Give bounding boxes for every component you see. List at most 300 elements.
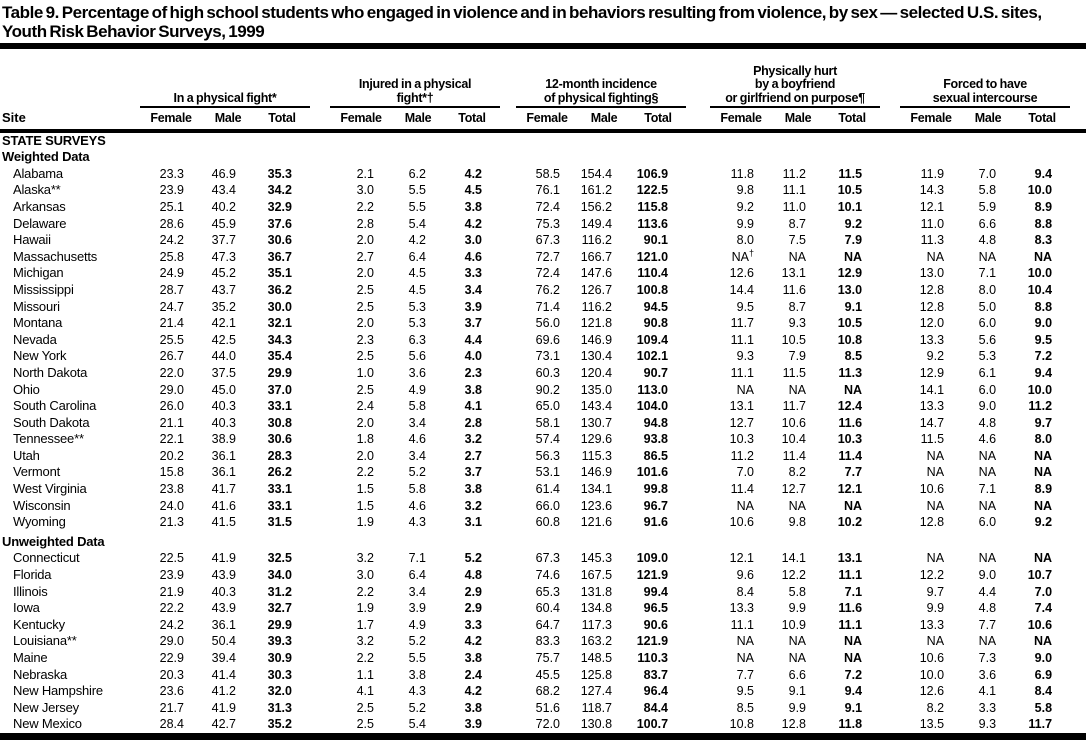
table-row	[0, 617, 1086, 634]
value-cell: 10.0	[1027, 266, 1053, 281]
value-cell: 96.7	[643, 498, 669, 513]
value-cell: 28.3	[267, 448, 292, 463]
site-cell: North Dakota	[13, 364, 88, 380]
table-row	[0, 650, 1086, 667]
value-cell: 57.4	[535, 432, 561, 447]
value-cell: 90.1	[643, 233, 669, 248]
column-gap-spacer	[1070, 584, 1086, 601]
column-gap-spacer	[310, 633, 330, 650]
value-cell: 110.3	[637, 651, 669, 665]
value-cell: 45.9	[211, 216, 236, 231]
value-cell: 5.8	[788, 584, 807, 599]
value-cell: 2.2	[356, 584, 374, 599]
value-cell: NA	[1033, 448, 1053, 463]
value-cell: 3.8	[464, 199, 483, 214]
column-gap-spacer	[500, 182, 516, 199]
column-gap-spacer	[686, 348, 710, 365]
value-cell: NA	[788, 382, 807, 397]
value-cell: 7.5	[788, 233, 807, 248]
site-cell: Hawaii	[13, 232, 51, 248]
column-gap-spacer	[686, 332, 710, 349]
column-gap-spacer	[310, 348, 330, 365]
value-cell: 12.8	[919, 299, 945, 314]
value-cell: 33.1	[267, 399, 292, 414]
value-cell: 44.0	[211, 349, 236, 364]
column-gap-spacer	[880, 49, 900, 107]
value-cell: 135.0	[580, 382, 613, 397]
value-cell: 9.9	[788, 700, 807, 715]
value-cell: 109.4	[636, 332, 669, 347]
value-cell: 10.8	[837, 332, 863, 347]
value-cell: 8.0	[978, 282, 997, 297]
group-header-line: or girlfriend on purpose¶	[725, 90, 865, 105]
value-cell: 5.4	[408, 216, 426, 231]
column-gap-spacer	[1070, 232, 1086, 249]
column-gap-spacer	[310, 448, 330, 465]
column-gap-spacer	[310, 415, 330, 432]
value-cell: 30.3	[267, 667, 292, 682]
value-cell: 69.6	[535, 332, 561, 347]
column-gap-spacer	[1070, 216, 1086, 233]
value-cell: 13.0	[837, 282, 863, 297]
value-cell: 26.2	[267, 465, 292, 480]
value-cell: 60.8	[535, 515, 561, 530]
column-gap-spacer	[686, 667, 710, 684]
value-cell: 9.8	[736, 183, 755, 198]
value-cell: 4.5	[408, 282, 426, 297]
value-cell: 10.8	[729, 717, 755, 732]
column-gap-spacer	[500, 600, 516, 617]
table-row	[0, 265, 1086, 282]
value-cell: 11.1	[838, 617, 863, 632]
value-cell: 75.7	[535, 651, 561, 665]
value-cell: 30.6	[267, 233, 292, 248]
column-gap-spacer	[1070, 667, 1086, 684]
value-cell: 120.4	[580, 365, 613, 380]
value-cell: NA	[978, 498, 997, 513]
table-row	[0, 514, 1086, 531]
value-cell: 6.9	[1034, 667, 1053, 682]
value-cell: 116.2	[581, 299, 613, 314]
column-gap-spacer	[1070, 49, 1086, 107]
value-cell: NA	[978, 249, 997, 264]
value-cell: 148.5	[580, 651, 613, 665]
column-gap-spacer	[1070, 282, 1086, 299]
value-cell: 32.9	[267, 199, 292, 214]
value-cell: 83.7	[643, 667, 669, 682]
site-cell: Alaska**	[13, 182, 61, 198]
value-cell: 5.2	[408, 465, 426, 480]
group-header-line: 12-month incidence	[545, 77, 657, 91]
value-cell: 90.2	[535, 382, 561, 397]
value-cell: 64.7	[535, 617, 561, 632]
value-cell: 40.3	[211, 399, 236, 414]
column-gap-spacer	[686, 299, 710, 316]
value-cell: 6.6	[978, 216, 997, 231]
column-gap-spacer	[310, 617, 330, 634]
site-column-header: Site	[0, 107, 140, 131]
value-cell: 3.0	[356, 183, 374, 198]
column-gap-spacer	[880, 667, 900, 684]
value-cell: 101.6	[636, 465, 669, 480]
site-cell: South Carolina	[13, 398, 97, 414]
site-header-spacer	[0, 49, 140, 107]
value-cell: 100.7	[636, 717, 669, 732]
value-cell: 24.2	[159, 233, 184, 248]
value-cell: NA	[978, 448, 997, 463]
column-gap-spacer	[880, 633, 900, 650]
value-cell: NA†	[731, 248, 755, 264]
value-cell: 33.1	[267, 498, 292, 513]
value-cell: 9.2	[844, 216, 863, 231]
group-header	[710, 49, 880, 107]
value-cell: 28.7	[159, 282, 184, 297]
column-gap-spacer	[686, 199, 710, 216]
table-row	[0, 216, 1086, 233]
column-gap-spacer	[880, 550, 900, 567]
value-cell: 4.8	[978, 601, 997, 616]
column-gap-spacer	[310, 464, 330, 481]
section-label: STATE SURVEYS	[2, 132, 106, 148]
value-cell: 5.8	[408, 482, 426, 497]
value-cell: NA	[843, 651, 863, 665]
column-gap-spacer	[1070, 365, 1086, 382]
column-gap-spacer	[880, 107, 900, 131]
table-row	[0, 600, 1086, 617]
value-cell: 3.6	[408, 365, 426, 380]
column-gap-spacer	[1070, 166, 1086, 183]
column-gap-spacer	[310, 199, 330, 216]
column-gap-spacer	[1070, 348, 1086, 365]
column-gap-spacer	[686, 382, 710, 399]
value-cell: 4.1	[978, 684, 997, 699]
group-header-line: Injured in a physical	[358, 77, 472, 91]
sex-column-header: Male	[392, 107, 444, 131]
column-gap-spacer	[310, 332, 330, 349]
column-gap-spacer	[686, 567, 710, 584]
value-cell: 10.4	[1027, 282, 1053, 297]
value-cell: 13.3	[919, 332, 945, 347]
column-gap-spacer	[1070, 700, 1086, 717]
column-gap-spacer	[1070, 464, 1086, 481]
value-cell: 8.3	[1034, 233, 1053, 248]
column-gap-spacer	[500, 431, 516, 448]
column-gap-spacer	[880, 398, 900, 415]
value-cell: 22.9	[159, 651, 184, 665]
column-gap-spacer	[880, 431, 900, 448]
value-cell: 4.9	[408, 617, 426, 632]
group-header-line: Forced to have	[943, 77, 1027, 91]
value-cell: 5.8	[978, 183, 997, 198]
value-cell: 8.7	[788, 216, 807, 231]
column-gap-spacer	[1070, 315, 1086, 332]
column-gap-spacer	[880, 567, 900, 584]
value-cell: 11.2	[1028, 399, 1053, 414]
value-cell: 5.9	[978, 199, 997, 214]
column-gap-spacer	[1070, 182, 1086, 199]
value-cell: 167.5	[580, 568, 613, 583]
section-label-row	[0, 131, 1086, 150]
value-cell: 53.1	[535, 465, 561, 480]
value-cell: 23.3	[159, 166, 184, 181]
value-cell: NA	[736, 498, 755, 513]
sex-column-header: Female	[516, 107, 578, 131]
value-cell: 8.5	[844, 349, 863, 364]
group-header-line: Physically hurt	[753, 63, 837, 78]
value-cell: 3.4	[408, 584, 426, 599]
column-gap-spacer	[686, 514, 710, 531]
value-cell: 3.8	[464, 482, 483, 497]
value-cell: 3.0	[464, 233, 483, 248]
value-cell: 146.9	[580, 465, 613, 480]
value-cell: 58.1	[535, 415, 561, 430]
value-cell: 9.8	[788, 515, 807, 530]
value-cell: 11.5	[782, 365, 807, 380]
site-cell: Wyoming	[13, 514, 66, 530]
value-cell: 7.0	[978, 166, 997, 181]
value-cell: 60.3	[535, 365, 561, 380]
table-row	[0, 431, 1086, 448]
value-cell: 127.4	[580, 684, 613, 699]
value-cell: 2.5	[356, 382, 374, 397]
value-cell: 72.4	[535, 199, 561, 214]
column-gap-spacer	[310, 667, 330, 684]
value-cell: 5.5	[408, 183, 426, 198]
value-cell: 149.4	[580, 216, 613, 231]
value-cell: 29.9	[267, 617, 292, 632]
value-cell: 72.7	[535, 249, 561, 264]
value-cell: 36.1	[211, 617, 236, 632]
column-gap-spacer	[686, 716, 710, 733]
value-cell: 10.0	[919, 667, 945, 682]
value-cell: 35.2	[211, 299, 236, 314]
sex-column-header: Total	[1014, 107, 1070, 131]
column-gap-spacer	[1070, 600, 1086, 617]
value-cell: 110.4	[637, 266, 669, 281]
value-cell: 9.9	[926, 601, 945, 616]
value-cell: 23.6	[159, 684, 184, 699]
column-gap-spacer	[500, 315, 516, 332]
column-gap-spacer	[686, 650, 710, 667]
column-gap-spacer	[310, 650, 330, 667]
value-cell: 2.4	[356, 399, 374, 414]
value-cell: 3.8	[408, 667, 426, 682]
value-cell: NA	[788, 651, 807, 665]
column-gap-spacer	[880, 584, 900, 601]
column-gap-spacer	[880, 650, 900, 667]
value-cell: 10.0	[1027, 183, 1053, 198]
value-cell: 1.1	[356, 667, 374, 682]
table-row	[0, 584, 1086, 601]
value-cell: 116.2	[581, 233, 613, 248]
site-cell: New York	[13, 348, 67, 364]
column-gap-spacer	[880, 315, 900, 332]
table-row	[0, 348, 1086, 365]
table-row	[0, 633, 1086, 650]
value-cell: 76.1	[535, 183, 561, 198]
value-cell: 9.2	[926, 349, 945, 364]
column-gap-spacer	[310, 49, 330, 107]
value-cell: 12.0	[919, 316, 945, 331]
site-cell: Arkansas	[13, 198, 66, 214]
column-gap-spacer	[880, 166, 900, 183]
table-row	[0, 315, 1086, 332]
value-cell: 5.2	[464, 551, 483, 566]
value-cell: 5.2	[408, 700, 426, 715]
value-cell: 56.3	[535, 448, 561, 463]
column-gap-spacer	[880, 382, 900, 399]
value-cell: 5.5	[408, 651, 426, 665]
column-gap-spacer	[310, 365, 330, 382]
value-cell: 96.5	[643, 601, 669, 616]
column-gap-spacer	[500, 365, 516, 382]
value-cell: 10.5	[781, 332, 807, 347]
value-cell: 14.3	[919, 183, 945, 198]
value-cell: 8.7	[788, 299, 807, 314]
value-cell: 1.9	[356, 515, 374, 530]
value-cell: 3.2	[464, 498, 483, 513]
value-cell: 12.8	[919, 515, 945, 530]
column-gap-spacer	[686, 232, 710, 249]
value-cell: 4.3	[408, 684, 426, 699]
value-cell: 3.3	[464, 266, 483, 281]
value-cell: 4.6	[978, 432, 997, 447]
value-cell: 11.5	[838, 166, 863, 181]
site-cell: Massachusetts	[13, 248, 98, 264]
column-gap-spacer	[310, 282, 330, 299]
table-row	[0, 166, 1086, 183]
sex-column-header: Male	[578, 107, 630, 131]
value-cell: 2.4	[464, 667, 483, 682]
column-gap-spacer	[1070, 249, 1086, 266]
value-cell: 8.4	[1034, 684, 1053, 699]
value-cell: 38.9	[211, 432, 236, 447]
value-cell: 156.2	[580, 199, 613, 214]
value-cell: 99.4	[643, 584, 669, 599]
value-cell: 9.2	[736, 199, 755, 214]
column-gap-spacer	[1070, 650, 1086, 667]
value-cell: 30.0	[267, 299, 292, 314]
value-cell: 41.6	[211, 498, 236, 513]
value-cell: NA	[926, 448, 945, 463]
column-gap-spacer	[310, 216, 330, 233]
sex-column-header: Total	[630, 107, 686, 131]
table-row	[0, 249, 1086, 266]
value-cell: 7.4	[1034, 601, 1053, 616]
column-gap-spacer	[1070, 514, 1086, 531]
column-gap-spacer	[500, 107, 516, 131]
value-cell: 36.7	[267, 249, 292, 264]
column-gap-spacer	[1070, 617, 1086, 634]
value-cell: 24.2	[159, 617, 184, 632]
value-cell: 9.4	[844, 684, 863, 699]
column-gap-spacer	[500, 650, 516, 667]
value-cell: 163.2	[580, 634, 613, 649]
column-gap-spacer	[880, 415, 900, 432]
site-cell: Michigan	[13, 265, 64, 281]
value-cell: 166.7	[580, 249, 613, 264]
value-cell: 72.0	[535, 717, 561, 732]
sex-column-header: Male	[962, 107, 1014, 131]
column-gap-spacer	[686, 464, 710, 481]
value-cell: 42.5	[211, 332, 236, 347]
value-cell: 6.2	[408, 166, 426, 181]
value-cell: 10.3	[837, 432, 863, 447]
table-row	[0, 199, 1086, 216]
value-cell: 43.7	[211, 282, 236, 297]
value-cell: 90.8	[643, 316, 669, 331]
group-header-line: by a boyfriend	[754, 77, 836, 91]
value-cell: 30.9	[267, 651, 292, 665]
value-cell: 30.6	[267, 432, 292, 447]
value-cell: 7.9	[788, 349, 807, 364]
value-cell: 4.6	[464, 249, 483, 264]
value-cell: NA	[788, 249, 807, 264]
value-cell: 11.1	[782, 183, 807, 198]
value-cell: 3.7	[464, 316, 483, 331]
value-cell: 113.6	[637, 216, 669, 231]
site-cell: Vermont	[13, 464, 61, 480]
value-cell: 5.2	[408, 634, 426, 649]
group-header	[516, 49, 686, 107]
value-cell: 28.6	[159, 216, 184, 231]
value-cell: 154.4	[580, 166, 613, 181]
value-cell: 6.4	[408, 249, 426, 264]
column-gap-spacer	[880, 199, 900, 216]
column-gap-spacer	[500, 382, 516, 399]
value-cell: NA	[926, 498, 945, 513]
column-gap-spacer	[500, 498, 516, 515]
value-cell: NA	[926, 634, 945, 649]
value-cell: 7.0	[1034, 584, 1053, 599]
value-cell: 15.8	[159, 465, 184, 480]
value-cell: 4.2	[464, 634, 483, 649]
value-cell: 9.1	[844, 700, 863, 715]
value-cell: 1.5	[356, 482, 374, 497]
column-gap-spacer	[500, 199, 516, 216]
value-cell: 43.4	[211, 183, 236, 198]
value-cell: 21.7	[159, 700, 184, 715]
value-cell: 41.9	[211, 551, 236, 566]
value-cell: 2.0	[356, 233, 374, 248]
column-gap-spacer	[686, 448, 710, 465]
value-cell: 60.4	[535, 601, 561, 616]
value-cell: 93.8	[643, 432, 669, 447]
value-cell: 3.9	[408, 601, 426, 616]
value-cell: 56.0	[535, 316, 561, 331]
column-gap-spacer	[310, 299, 330, 316]
value-cell: 3.9	[464, 717, 483, 732]
value-cell: 12.6	[729, 266, 755, 281]
group-header-line: of physical fighting§	[543, 90, 659, 105]
value-cell: 14.4	[729, 282, 755, 297]
value-cell: 24.0	[159, 498, 184, 513]
column-gap-spacer	[500, 633, 516, 650]
value-cell: 11.1	[730, 617, 755, 632]
value-cell: 35.4	[267, 349, 292, 364]
value-cell: 31.5	[267, 515, 292, 530]
column-gap-spacer	[310, 382, 330, 399]
column-gap-spacer	[310, 700, 330, 717]
value-cell: 41.7	[211, 482, 236, 497]
value-cell: NA	[926, 551, 945, 566]
value-cell: 43.9	[211, 568, 236, 583]
value-cell: 12.1	[837, 482, 863, 497]
column-gap-spacer	[686, 166, 710, 183]
value-cell: NA	[736, 634, 755, 649]
value-cell: 25.1	[159, 199, 184, 214]
value-cell: 2.5	[356, 349, 374, 364]
